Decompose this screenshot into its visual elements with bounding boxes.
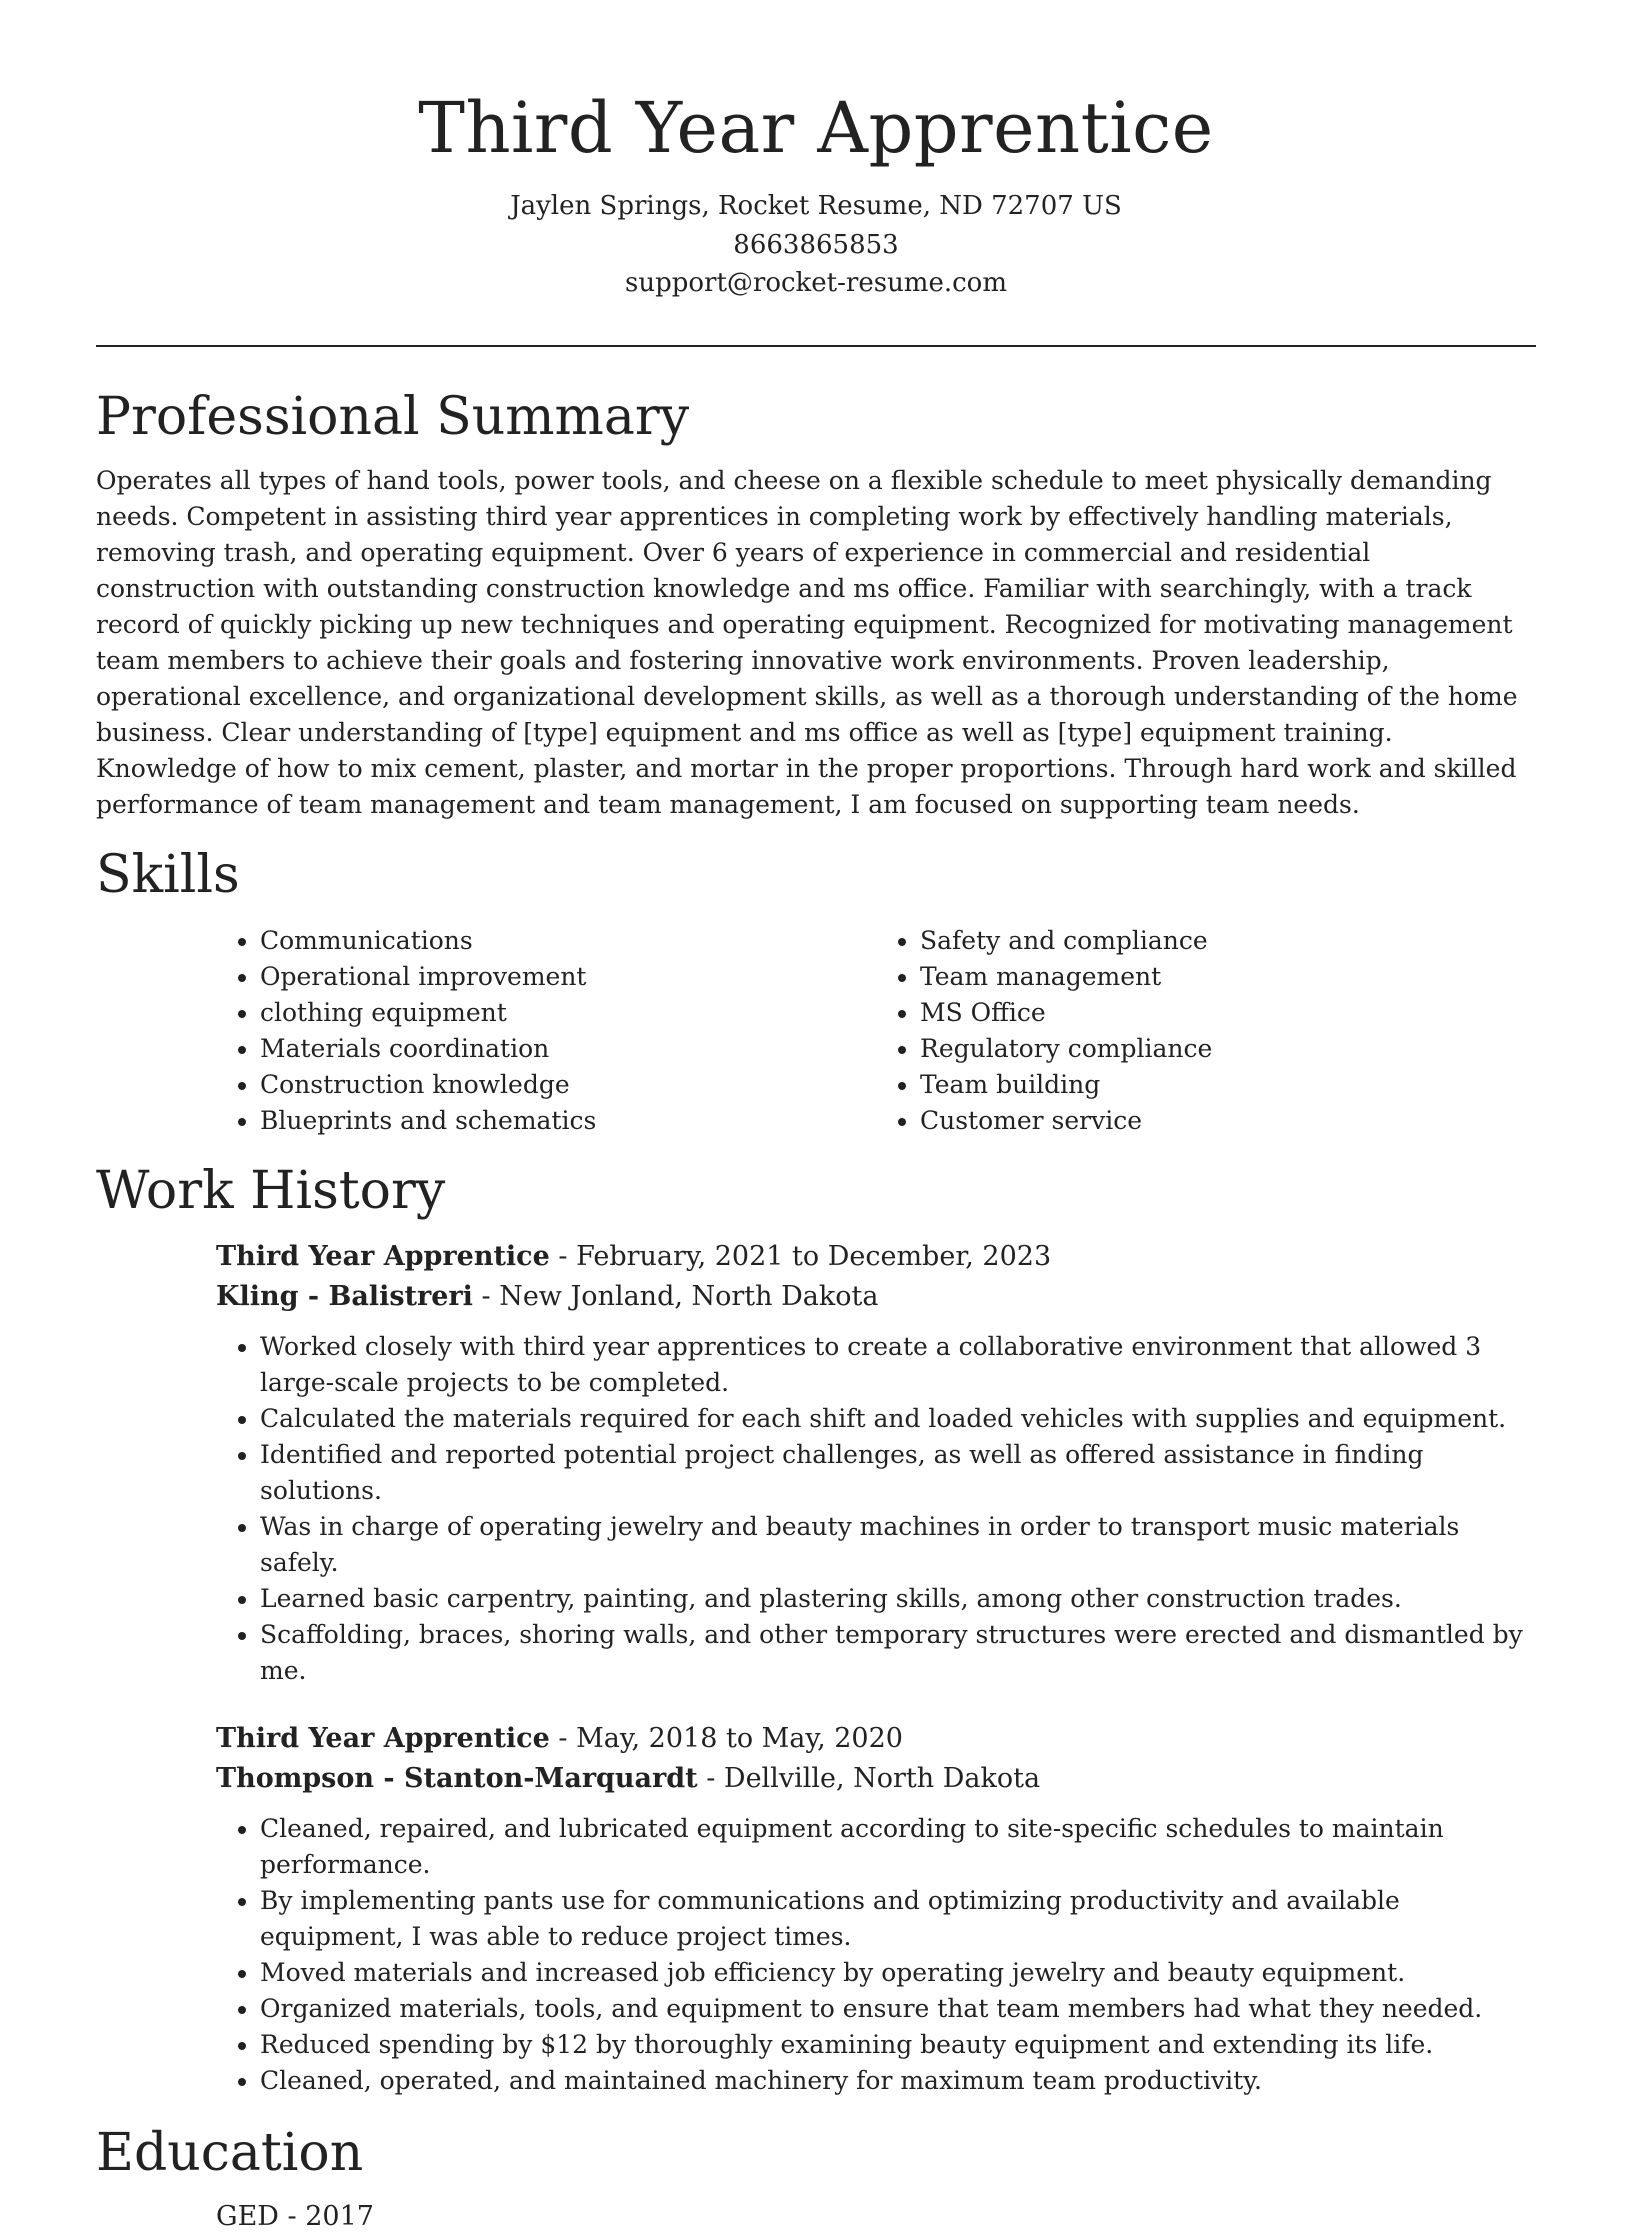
work-history-title: Work History	[96, 1160, 446, 1221]
skill-item: • Operational improvement	[260, 959, 876, 995]
job-location: New Jonland, North Dakota	[499, 1280, 879, 1312]
job-bullet: • Moved materials and increased job efficiency by operating jewelry and beauty equipment.	[260, 1955, 1536, 1991]
resume-header	[96, 0, 1536, 303]
job-bullets	[216, 1329, 1536, 1689]
candidate-name: Third Year Apprentice	[418, 87, 1214, 169]
skill-item: • MS Office	[920, 995, 1536, 1031]
job-location: Dellville, North Dakota	[723, 1762, 1041, 1794]
job-title-line: Third Year Apprentice - February, 2021 to December, 2023	[216, 1240, 1052, 1272]
skills-list-right	[876, 923, 1536, 1139]
contact-address: Jaylen Springs, Rocket Resume, ND 72707 US	[510, 191, 1122, 221]
job-company: Thompson - Stanton-Marquardt	[216, 1762, 698, 1794]
job-bullet: • By implementing pants use for communications and optimizing productivity and available equipment, I was able to reduce project times.	[260, 1883, 1536, 1955]
job-bullet: • Was in charge of operating jewelry and beauty machines in order to transport music materials safely.	[260, 1509, 1536, 1581]
job-bullet: • Cleaned, repaired, and lubricated equipment according to site-specific schedules to maintain performance.	[260, 1811, 1536, 1883]
job-bullet: • Calculated the materials required for each shift and loaded vehicles with supplies and equipment.	[260, 1401, 1536, 1437]
education-degree: GED	[216, 2200, 279, 2232]
job-dates: February, 2021 to December, 2023	[576, 1240, 1052, 1272]
resume-page	[96, 0, 1536, 2237]
job-title-line: Third Year Apprentice - May, 2018 to May, 2020	[216, 1722, 903, 1754]
summary-section	[96, 385, 1536, 823]
job-bullet: • Organized materials, tools, and equipment to ensure that team members had what they needed.	[260, 1991, 1536, 2027]
skill-item: • Team building	[920, 1067, 1536, 1103]
job-role: Third Year Apprentice	[216, 1240, 550, 1272]
education-title: Education	[96, 2122, 364, 2183]
header-divider	[96, 345, 1536, 347]
summary-text: Operates all types of hand tools, power tools, and cheese on a flexible schedule to meet physically demanding needs. Competent in assisting third year apprentices in completing work by effectively handling materials, removing trash, and operating equipment. Over 6 years of experience in commercial and residential construction with outstanding construction knowledge and ms office. Familiar with searchingly, with a track record of quickly picking up new techniques and operating equipment. Recognized for motivating management team members to achieve their goals and fostering innovative work environments. Proven leadership, operational excellence, and organizational development skills, as well as a thorough understanding of the home business. Clear understanding of [type] equipment and ms office as well as [type] equipment training. Knowledge of how to mix cement, plaster, and mortar in the proper proportions. Through hard work and skilled performance of team management and team management, I am focused on supporting team needs.	[96, 465, 1518, 819]
contact-phone: 8663865853	[733, 229, 899, 260]
job-entry	[216, 1719, 1536, 2099]
job-bullet: • Scaffolding, braces, shoring walls, and other temporary structures were erected and dismantled by me.	[260, 1617, 1536, 1689]
skills-list-left	[216, 923, 876, 1139]
job-company: Kling - Balistreri	[216, 1280, 473, 1312]
skill-item: • Communications	[260, 923, 876, 959]
skill-item: • Safety and compliance	[920, 923, 1536, 959]
education-year: 2017	[305, 2200, 374, 2232]
skill-item: • Blueprints and schematics	[260, 1103, 876, 1139]
skills-title: Skills	[96, 844, 240, 905]
job-bullet: • Learned basic carpentry, painting, and plastering skills, among other construction trades.	[260, 1581, 1536, 1617]
job-role: Third Year Apprentice	[216, 1722, 550, 1754]
job-entry	[216, 1237, 1536, 1689]
education-entry: GED - 2017	[216, 2200, 374, 2232]
summary-title: Professional Summary	[96, 386, 690, 447]
education-section	[96, 2121, 1536, 2237]
work-history-section	[96, 1159, 1536, 2099]
job-dates: May, 2018 to May, 2020	[576, 1722, 903, 1754]
job-bullet: • Worked closely with third year apprentices to create a collaborative environment that allowed 3 large-scale projects to be completed.	[260, 1329, 1536, 1401]
skill-item: • Regulatory compliance	[920, 1031, 1536, 1067]
skill-item: • Construction knowledge	[260, 1067, 876, 1103]
job-bullet: • Reduced spending by $12 by thoroughly examining beauty equipment and extending its life.	[260, 2027, 1536, 2063]
job-company-line: Kling - Balistreri - New Jonland, North Dakota	[216, 1280, 879, 1312]
skill-item: • clothing equipment	[260, 995, 876, 1031]
job-bullet: • Cleaned, operated, and maintained machinery for maximum team productivity.	[260, 2063, 1536, 2099]
skills-columns	[216, 923, 1536, 1139]
skill-item: • Materials coordination	[260, 1031, 876, 1067]
job-bullets	[216, 1811, 1536, 2099]
job-company-line: Thompson - Stanton-Marquardt - Dellville, North Dakota	[216, 1762, 1041, 1794]
job-bullet: • Identified and reported potential project challenges, as well as offered assistance in finding solutions.	[260, 1437, 1536, 1509]
skill-item: • Team management	[920, 959, 1536, 995]
contact-email: support@rocket-resume.com	[624, 268, 1007, 298]
skill-item: • Customer service	[920, 1103, 1536, 1139]
skills-section	[96, 843, 1536, 1139]
